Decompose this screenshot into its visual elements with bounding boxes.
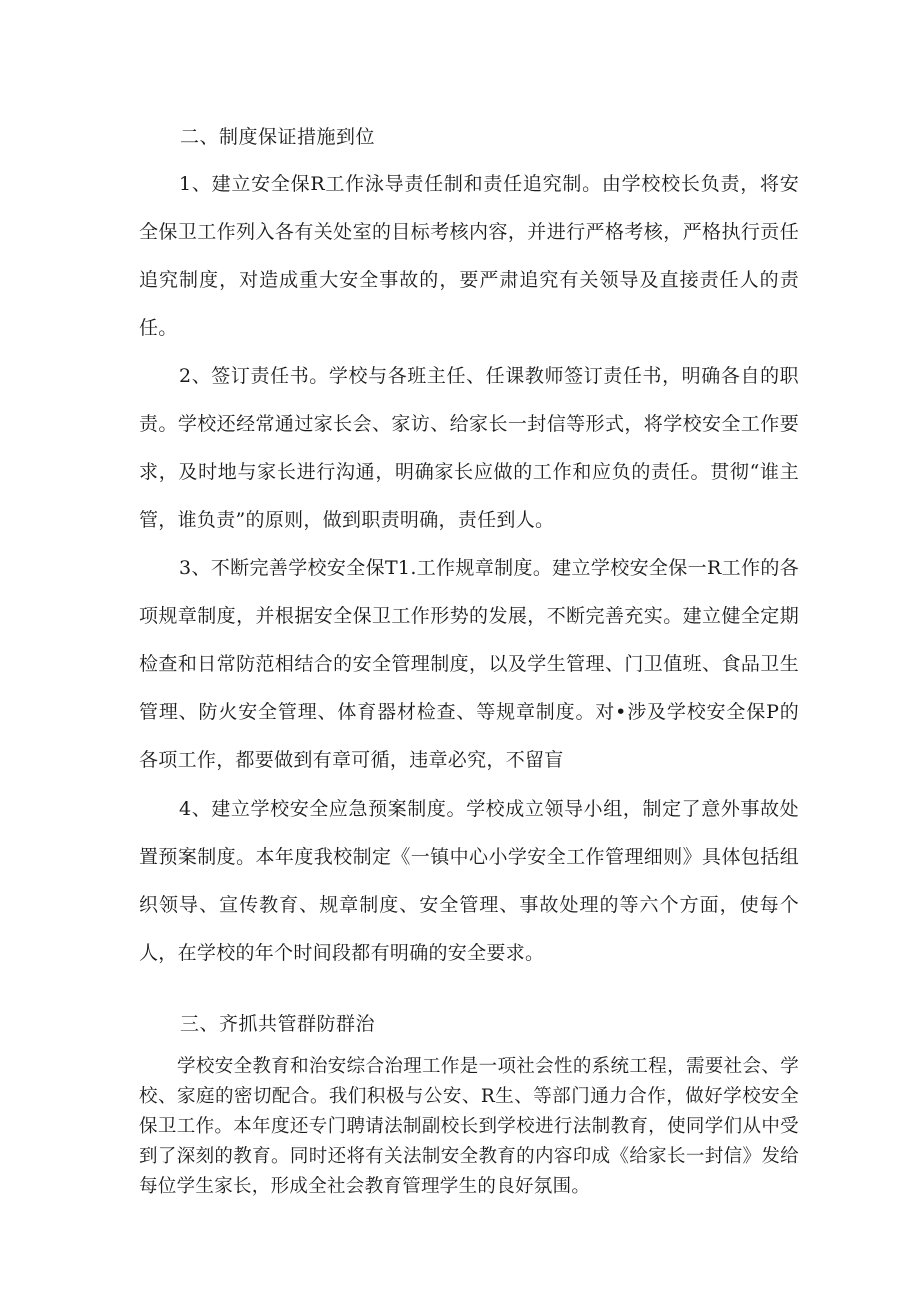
paragraph-2: 2、签订责任书。学校与各班主任、任课教师签订责任书，明确各自的职责。学校还经常通过家长会、家访、给家长一封信等形式，将学校安全工作要求，及时地与家长进行沟通，明确家长应做的工作和应负的责任。贯彻“谁主管，谁负责”的原则，做到职责明确，责任到人。 (139, 365, 799, 531)
paragraph-final: 学校安全教育和治安综合治理工作是一项社会性的系统工程，需要社会、学校、家庭的密切配合。我们积极与公安、R生、等部门通力合作，做好学校安全保卫工作。本年度还专门聘请法制副校长到学校进行法制教育，使同学们从中受到了深刻的教育。同时还将有关法制安全教育的内容印成《给家长一封信》发给每位学生家长，形成全社会教育管理学生的良好氛围。 (139, 1056, 799, 1197)
paragraph-1: 1、建立安全保R工作泳导责任制和责任追究制。由学校校长负责，将安全保卫工作列入各有关处室的目标考核内容，并进行严格考核，严格执行贡任追究制度，对造成重大安全事故的，要严肃追究有关领导及直接责任人的责任。 (139, 173, 799, 339)
section-heading-2: 二、制度保证措施到位 (180, 126, 376, 148)
section-heading-3: 三、齐抓共管群防群治 (180, 1013, 376, 1035)
paragraph-4: 4、建立学校安全应急预案制度。学校成立领导小组，制定了意外事故处置预案制度。本年度我校制定《一镇中心小学安全工作管理细则》具体包括组织领导、宣传教育、规章制度、安全管理、事故处理的等六个方面，使每个人，在学校的年个时间段都有明确的安全要求。 (139, 798, 799, 964)
paragraph-3: 3、不断完善学校安全保T1.工作规章制度。建立学校安全保一R工作的各项规章制度，并根据安全保卫工作形势的发展，不断完善充实。建立健全定期检查和日常防范相结合的安全管理制度，以及学生管理、门卫值班、食品卫生管理、防火安全管理、体育器材检查、等规章制度。对•涉及学校安全保P的各项工作，都要做到有章可循，违章必究，不留盲 (139, 557, 799, 771)
